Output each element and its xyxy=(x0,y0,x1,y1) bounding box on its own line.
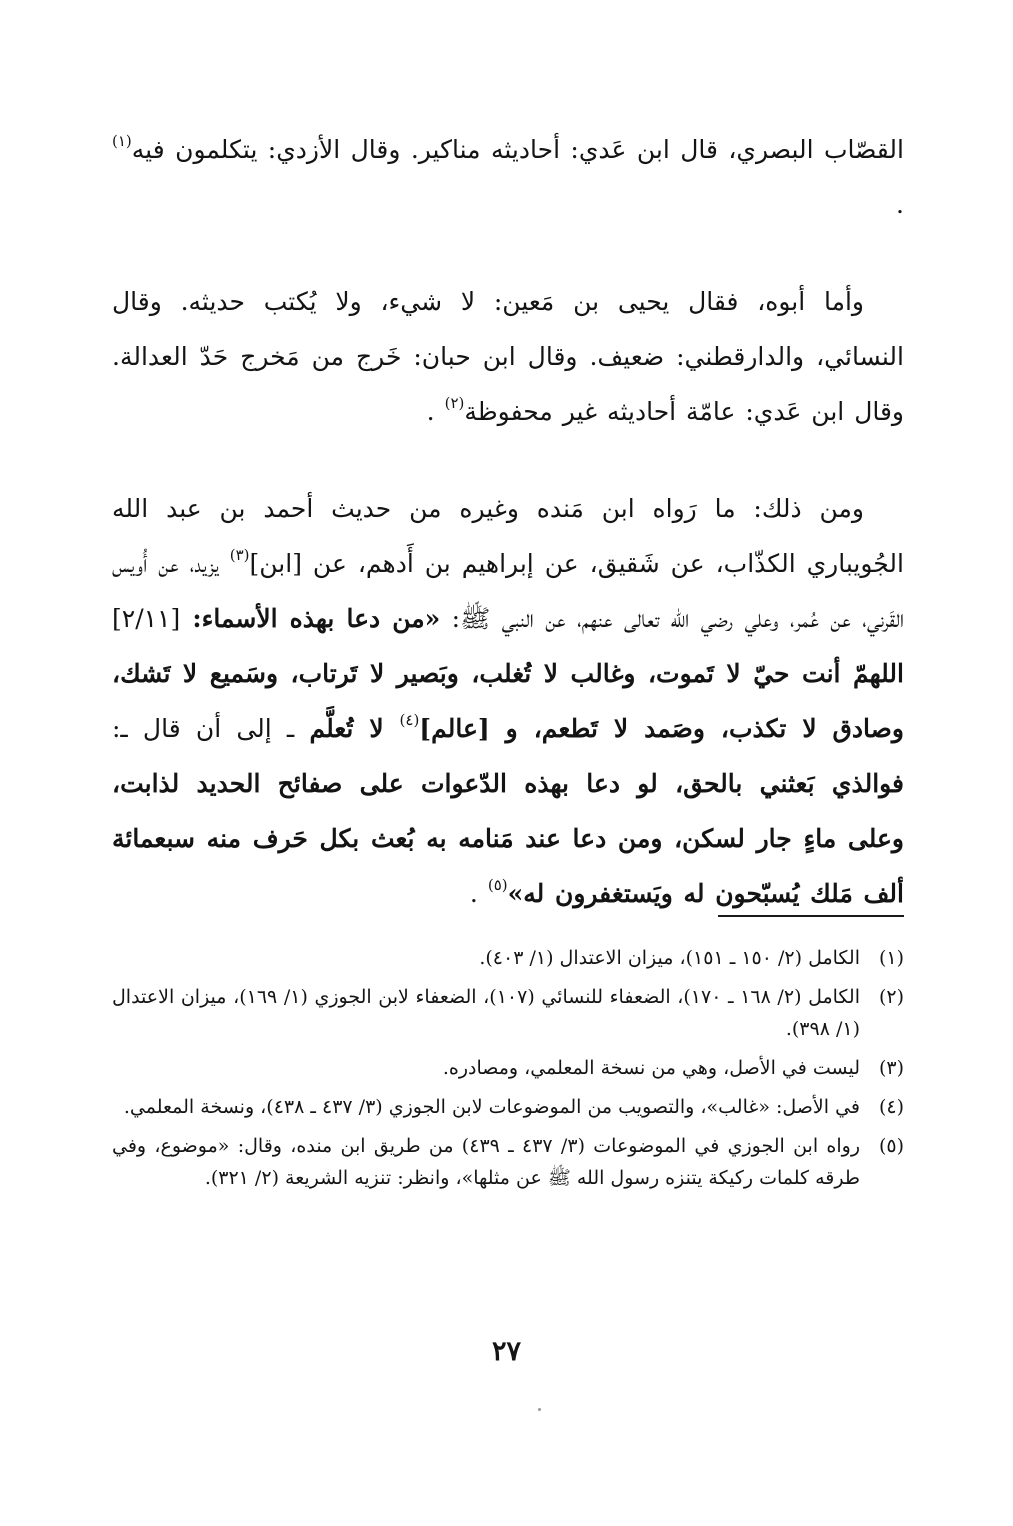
footnote-ref-2[interactable]: (٢) xyxy=(444,394,465,412)
footnote-1 xyxy=(112,942,904,974)
paragraph-3-part-1: ومن ذلك: ما رَواه ابن مَنده وغيره من حديث أحمد بن عبد الله الجُويباري الكذّاب، عن شَقيق، عن إبراهيم بن أَدهم، عن [ابن] xyxy=(112,494,904,578)
footnote-1-number: (١) xyxy=(878,947,904,969)
footnote-4-text: في الأصل: «غالب»، والتصويب من الموضوعات لابن الجوزي (٣/ ٤٣٧ ـ ٤٣٨)، ونسخة المعلمي. xyxy=(123,1096,860,1118)
page-reference: [٢/١١] xyxy=(112,604,181,633)
footnote-2 xyxy=(112,981,904,1045)
footnote-ref-1[interactable]: (١) xyxy=(112,132,132,150)
paragraph-1 xyxy=(112,122,904,232)
footnote-5-number: (٥) xyxy=(878,1135,904,1157)
paragraph-2-text: وأما أبوه، فقال يحيى بن مَعين: لا شيء، ولا يُكتب حديثه. وقال النسائي، والدارقطني: ضعيف. وقال ابن حبان: خَرج من مَخرج حَدّ العدالة. وقال ابن عَدي: عامّة أحاديثه غير محفوظة xyxy=(112,287,904,426)
paragraph-1-text: القصّاب البصري، قال ابن عَدي: أحاديثه مناكير. وقال الأزدي: يتكلمون فيه xyxy=(131,135,904,164)
footnote-1-text: الكامل (٢/ ١٥٠ ـ ١٥١)، ميزان الاعتدال (١/ ٤٠٣). xyxy=(479,947,860,969)
footnote-2-text: الكامل (٢/ ١٦٨ ـ ١٧٠)، الضعفاء للنسائي (١٠٧)، الضعفاء لابن الجوزي (١/ ١٦٩)، ميزان الاعتدال (١/ ٣٩٨). xyxy=(112,986,860,1040)
footnote-ref-3[interactable]: (٣) xyxy=(229,546,250,564)
footnote-separator xyxy=(718,915,904,917)
footnote-3-number: (٣) xyxy=(878,1057,904,1079)
footnote-4-number: (٤) xyxy=(878,1096,904,1118)
hadith-text-3: لا تُعلَّم xyxy=(309,714,400,743)
hadith-text-2: اللهمّ أنت حيّ لا تَموت، وغالب لا تُغلب، وبَصير لا تَرتاب، وسَميع لا تَشك، وصادق لا تكذب، وصَمد لا تَطعم، و [عالم] xyxy=(112,659,904,743)
scan-speck xyxy=(538,1408,541,1411)
paragraph-1-end: . xyxy=(896,190,904,219)
footnote-5 xyxy=(112,1130,904,1194)
footnote-2-number: (٢) xyxy=(878,986,904,1008)
paragraph-2-end: . xyxy=(426,397,445,426)
narration-gap: ـ إلى أن قال ـ: xyxy=(112,714,310,743)
main-text xyxy=(112,122,904,921)
hadith-text-1: «من دعا بهذه الأسماء: xyxy=(180,604,441,633)
footnote-ref-5[interactable]: (٥) xyxy=(487,876,508,894)
page-number: ٢٧ xyxy=(491,1336,521,1367)
footnote-ref-4[interactable]: (٤) xyxy=(399,711,420,729)
paragraph-3-part-2: يزيد، عن أُويس القَرني، عن عُمر، وعلي رضي الله تعالى عنهم، عن النبي ﷺ: xyxy=(112,549,905,633)
footnotes-list xyxy=(112,942,904,1201)
footnote-4 xyxy=(112,1091,904,1123)
hadith-text-4: فوالذي بَعثني بالحق، لو دعا بهذه الدّعوات على صفائح الحديد لذابت، وعلى ماءٍ جار لسكن، ومن دعا عند مَنامه به بُعث بكل حَرف منه سبعمائة ألف مَلك يُسبّحون له ويَستغفرون له» xyxy=(112,769,904,908)
footnote-3 xyxy=(112,1052,904,1084)
paragraph-3 xyxy=(112,481,904,921)
footnote-3-text: ليست في الأصل، وهي من نسخة المعلمي، ومصادره. xyxy=(442,1057,860,1079)
footnote-5-text: رواه ابن الجوزي في الموضوعات (٣/ ٤٣٧ ـ ٤٣٩) من طريق ابن منده، وقال: «موضوع، وفي طرقه كلمات ركيكة يتنزه رسول الله ﷺ عن مثلها»، وانظر: تنزيه الشريعة (٢/ ٣٢١). xyxy=(112,1135,860,1189)
paragraph-2 xyxy=(112,274,904,439)
paragraph-3-end: . xyxy=(469,879,488,908)
